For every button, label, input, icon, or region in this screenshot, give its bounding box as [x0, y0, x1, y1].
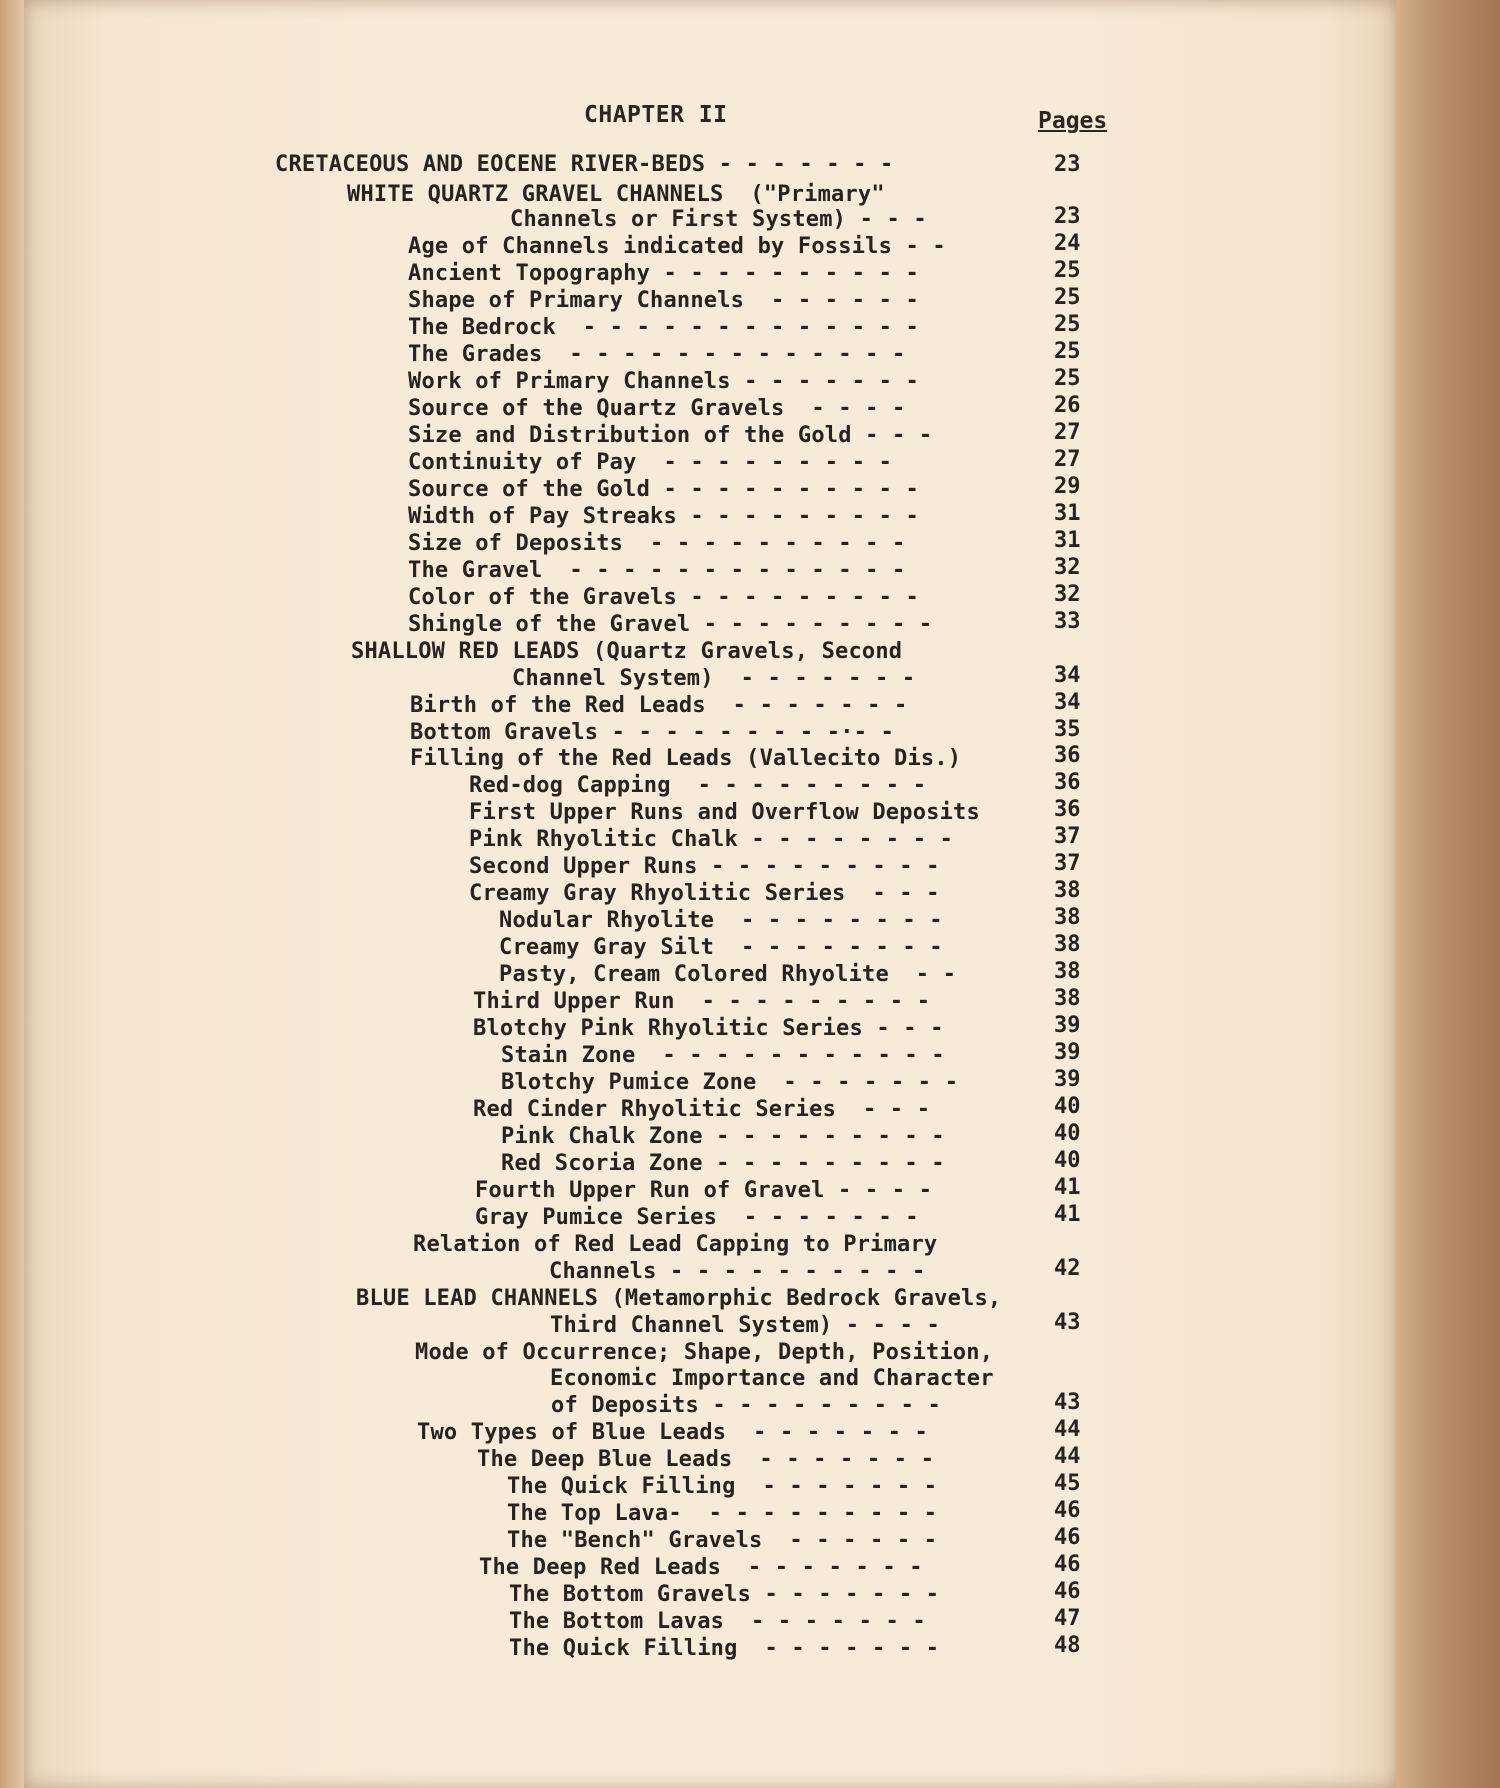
toc-entry: Mode of Occurrence; Shape, Depth, Position, [415, 1340, 994, 1365]
toc-entry: Creamy Gray Silt - - - - - - - - [499, 935, 943, 960]
toc-page-number: 23 [1054, 152, 1081, 177]
toc-page-number: 39 [1054, 1013, 1081, 1038]
toc-entry: The Deep Red Leads - - - - - - - [479, 1555, 923, 1580]
toc-entry: Relation of Red Lead Capping to Primary [413, 1232, 938, 1257]
toc-entry: Filling of the Red Leads (Vallecito Dis.) [410, 746, 962, 771]
toc-entry: The "Bench" Gravels - - - - - - [507, 1528, 938, 1553]
toc-page-number: 46 [1054, 1498, 1081, 1523]
toc-entry: Channels or First System) - - - [510, 207, 927, 232]
toc-page-number: 39 [1054, 1040, 1081, 1065]
toc-page-number: 46 [1054, 1525, 1081, 1550]
toc-page-number: 25 [1054, 258, 1081, 283]
toc-entry: Blotchy Pumice Zone - - - - - - - [501, 1070, 959, 1095]
toc-page-number: 23 [1054, 204, 1081, 229]
toc-entry: Shape of Primary Channels - - - - - - [408, 288, 919, 313]
toc-page-number: 38 [1054, 878, 1081, 903]
toc-entry: Pasty, Cream Colored Rhyolite - - [499, 962, 957, 987]
toc-page-number: 37 [1054, 824, 1081, 849]
toc-entry: Source of the Quartz Gravels - - - - [408, 396, 906, 421]
toc-page-number: 25 [1054, 366, 1081, 391]
toc-page-number: 34 [1054, 663, 1081, 688]
toc-entry: Channel System) - - - - - - - [512, 666, 916, 691]
toc-page-number: 27 [1054, 447, 1081, 472]
toc-entry: Shingle of the Gravel - - - - - - - - - [408, 612, 933, 637]
toc-page-number: 29 [1054, 474, 1081, 499]
toc-entry: Stain Zone - - - - - - - - - - - [501, 1043, 945, 1068]
toc-entry: Age of Channels indicated by Fossils - - [408, 234, 946, 259]
toc-entry: Nodular Rhyolite - - - - - - - - [499, 908, 943, 933]
toc-page-number: 38 [1054, 986, 1081, 1011]
toc-page-number: 34 [1054, 690, 1081, 715]
toc-entry: BLUE LEAD CHANNELS (Metamorphic Bedrock Gravels, [356, 1286, 1002, 1311]
toc-page-number: 41 [1054, 1202, 1081, 1227]
toc-page-number: 46 [1054, 1552, 1081, 1577]
toc-page-number: 38 [1054, 932, 1081, 957]
toc-entry: Third Channel System) - - - - [550, 1313, 940, 1338]
toc-page-number: 45 [1054, 1471, 1081, 1496]
toc-page-number: 33 [1054, 609, 1081, 634]
toc-page-number: 39 [1054, 1067, 1081, 1092]
toc-page-number: 36 [1054, 770, 1081, 795]
pages-column-label: Pages [1038, 108, 1108, 134]
toc-page-number: 44 [1054, 1444, 1081, 1469]
toc-page-number: 38 [1054, 905, 1081, 930]
toc-entry: Source of the Gold - - - - - - - - - - [408, 477, 919, 502]
toc-page-number: 25 [1054, 312, 1081, 337]
toc-entry: First Upper Runs and Overflow Deposits [469, 800, 980, 825]
toc-entry: The Bedrock - - - - - - - - - - - - - [408, 315, 919, 340]
chapter-heading: CHAPTER II [584, 102, 728, 128]
toc-entry: Red-dog Capping - - - - - - - - - [469, 773, 927, 798]
toc-entry: Creamy Gray Rhyolitic Series - - - [469, 881, 940, 906]
toc-page-number: 24 [1054, 231, 1081, 256]
toc-page-number: 26 [1054, 393, 1081, 418]
toc-page-number: 38 [1054, 959, 1081, 984]
toc-page-number: 36 [1054, 797, 1081, 822]
toc-page-number: 31 [1054, 501, 1081, 526]
book-edge [1396, 0, 1500, 1788]
toc-entry: The Quick Filling - - - - - - - [507, 1474, 938, 1499]
toc-page-number: 48 [1054, 1633, 1081, 1658]
toc-page-number: 43 [1054, 1310, 1081, 1335]
toc-page-number: 46 [1054, 1579, 1081, 1604]
toc-page-number: 35 [1054, 717, 1081, 742]
toc-page-number: 25 [1054, 285, 1081, 310]
toc-page-number: 44 [1054, 1417, 1081, 1442]
toc-page-number: 41 [1054, 1175, 1081, 1200]
toc-page-number: 40 [1054, 1094, 1081, 1119]
toc-page-number: 27 [1054, 420, 1081, 445]
toc-entry: Size of Deposits - - - - - - - - - - [408, 531, 906, 556]
toc-page-number: 25 [1054, 339, 1081, 364]
toc-entry: Second Upper Runs - - - - - - - - - [469, 854, 940, 879]
toc-entry: Channels - - - - - - - - - - [549, 1259, 926, 1284]
toc-entry: Continuity of Pay - - - - - - - - - [408, 450, 893, 475]
toc-entry: SHALLOW RED LEADS (Quartz Gravels, Second [351, 639, 903, 664]
toc-page-number: 43 [1054, 1390, 1081, 1415]
toc-page-number: 40 [1054, 1121, 1081, 1146]
toc-entry: Blotchy Pink Rhyolitic Series - - - [473, 1016, 944, 1041]
toc-entry: The Deep Blue Leads - - - - - - - [477, 1447, 935, 1472]
toc-page-number: 37 [1054, 851, 1081, 876]
toc-entry: Birth of the Red Leads - - - - - - - [410, 693, 908, 718]
toc-entry: Red Scoria Zone - - - - - - - - - [501, 1151, 945, 1176]
toc-page-number: 32 [1054, 582, 1081, 607]
toc-entry: The Quick Filling - - - - - - - [509, 1636, 940, 1661]
toc-entry: The Top Lava- - - - - - - - - - [507, 1501, 938, 1526]
toc-page-number: 42 [1054, 1256, 1081, 1281]
toc-page-number: 36 [1054, 743, 1081, 768]
toc-entry: Fourth Upper Run of Gravel - - - - [475, 1178, 933, 1203]
toc-entry: Size and Distribution of the Gold - - - [408, 423, 933, 448]
toc-entry: CRETACEOUS AND EOCENE RIVER-BEDS - - - - - - - [275, 152, 894, 177]
toc-entry: Work of Primary Channels - - - - - - - [408, 369, 919, 394]
toc-entry: Gray Pumice Series - - - - - - - [475, 1205, 919, 1230]
toc-entry: Color of the Gravels - - - - - - - - - [408, 585, 919, 610]
toc-entry: The Grades - - - - - - - - - - - - - [408, 342, 906, 367]
toc-entry: Width of Pay Streaks - - - - - - - - - [408, 504, 919, 529]
toc-entry: Economic Importance and Character [550, 1366, 994, 1391]
toc-entry: Pink Rhyolitic Chalk - - - - - - - - [469, 827, 954, 852]
toc-page-number: 40 [1054, 1148, 1081, 1173]
toc-entry: Ancient Topography - - - - - - - - - - [408, 261, 919, 286]
toc-page-number: 31 [1054, 528, 1081, 553]
toc-entry: Red Cinder Rhyolitic Series - - - [473, 1097, 931, 1122]
toc-entry: The Bottom Lavas - - - - - - - [509, 1609, 926, 1634]
toc-page-number: 32 [1054, 555, 1081, 580]
toc-entry: Pink Chalk Zone - - - - - - - - - [501, 1124, 945, 1149]
toc-entry: WHITE QUARTZ GRAVEL CHANNELS ("Primary" [347, 182, 885, 207]
toc-entry: The Bottom Gravels - - - - - - - [509, 1582, 940, 1607]
toc-entry: Bottom Gravels - - - - - - - - -·- - [410, 720, 895, 745]
toc-entry: Two Types of Blue Leads - - - - - - - [417, 1420, 928, 1445]
toc-entry: The Gravel - - - - - - - - - - - - - [408, 558, 906, 583]
toc-page-number: 47 [1054, 1606, 1081, 1631]
toc-entry: Third Upper Run - - - - - - - - - [473, 989, 931, 1014]
toc-entry: of Deposits - - - - - - - - - [551, 1393, 941, 1418]
